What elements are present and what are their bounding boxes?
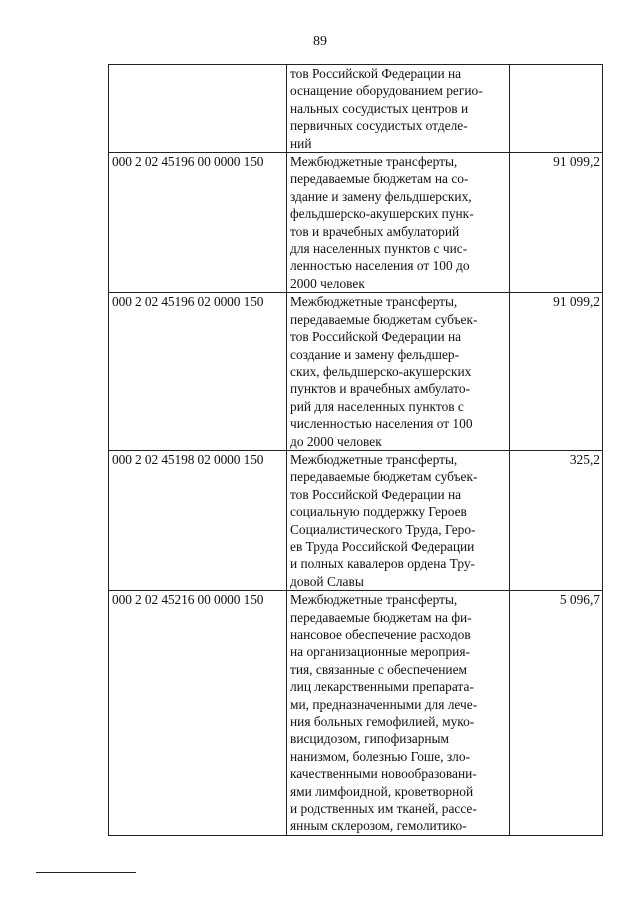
description-line: тов Российской Федерации на [290, 66, 462, 81]
description-line: ния больных гемофилией, муко- [290, 714, 475, 730]
description-line: передаваемые бюджетам субъек- [290, 469, 478, 485]
description-line: довой Славы [290, 573, 364, 589]
description-line: ями лимфоидной, кроветворной [290, 783, 474, 799]
description-cell [287, 591, 510, 836]
description-cell [287, 450, 510, 590]
description-cell [287, 293, 510, 451]
budget-code-cell: 000 2 02 45196 00 0000 150 [109, 153, 287, 293]
description-line: Социалистического Труда, Геро- [290, 521, 476, 537]
description-line: оснащение оборудованием регио- [290, 83, 483, 99]
footnote-separator [36, 872, 136, 873]
budget-code-cell: 000 2 02 45196 02 0000 150 [109, 293, 287, 451]
description-line: янным склерозом, гемолитико- [290, 818, 467, 834]
description-line: ленностью населения от 100 до [290, 258, 470, 274]
description-line: Межбюджетные трансферты, [290, 294, 458, 310]
description-line: ев Труда Российской Федерации [290, 538, 475, 554]
amount-cell: 91 099,2 [510, 153, 603, 293]
description-line: фельдшерско-акушерских пунк- [290, 206, 474, 222]
description-line: Межбюджетные трансферты, [290, 592, 458, 608]
description-line: и полных кавалеров ордена Тру- [290, 556, 475, 572]
description-line: ний [290, 135, 312, 151]
description-line: тов Российской Федерации на [290, 329, 462, 345]
description-line: Межбюджетные трансферты, [290, 154, 458, 170]
description-line: 2000 человек [290, 275, 365, 291]
description-line: тов и врачебных амбулаторий [290, 223, 460, 239]
description-line: рий для населенных пунктов с [290, 398, 464, 414]
table-row [109, 293, 603, 451]
description-line: ми, предназначенными для лече- [290, 696, 478, 712]
table-row [109, 153, 603, 293]
table-row [109, 591, 603, 836]
description-line: нальных сосудистых центров и [290, 100, 469, 116]
description-line: передаваемые бюджетам на со- [290, 171, 469, 187]
description-line: качественными новообразовани- [290, 766, 477, 782]
description-cell [287, 153, 510, 293]
amount-cell [510, 65, 603, 153]
table-row [109, 450, 603, 590]
budget-table [108, 64, 603, 836]
description-line: до 2000 человек [290, 433, 382, 449]
amount-cell: 5 096,7 [510, 591, 603, 836]
budget-code-cell [109, 65, 287, 153]
description-line: нанизмом, болезнью Гоше, зло- [290, 748, 470, 764]
description-cell [287, 65, 510, 153]
description-line: и родственных им тканей, рассе- [290, 801, 477, 817]
page-number: 89 [313, 34, 327, 49]
description-line: Межбюджетные трансферты, [290, 451, 458, 467]
description-line: висцидозом, гипофизарным [290, 731, 450, 747]
table-row [109, 65, 603, 153]
description-line: лиц лекарственными препарата- [290, 679, 474, 695]
description-line: создание и замену фельдшер- [290, 346, 460, 362]
amount-cell: 325,2 [510, 450, 603, 590]
description-line: для населенных пунктов с чис- [290, 241, 468, 257]
description-line: ских, фельдшерско-акушерских [290, 363, 472, 379]
description-line: передаваемые бюджетам на фи- [290, 609, 472, 625]
description-line: тия, связанные с обеспечением [290, 661, 468, 677]
description-line: на организационные мероприя- [290, 644, 470, 660]
description-line: численностью населения от 100 [290, 416, 473, 432]
amount-cell: 91 099,2 [510, 293, 603, 451]
description-line: пунктов и врачебных амбулато- [290, 381, 470, 397]
description-line: передаваемые бюджетам субъек- [290, 311, 478, 327]
description-line: тов Российской Федерации на [290, 486, 462, 502]
budget-code-cell: 000 2 02 45198 02 0000 150 [109, 450, 287, 590]
description-line: нансовое обеспечение расходов [290, 627, 471, 642]
description-line: социальную поддержку Героев [290, 504, 467, 520]
description-line: первичных сосудистых отделе- [290, 118, 468, 134]
budget-code-cell: 000 2 02 45216 00 0000 150 [109, 591, 287, 836]
description-line: здание и замену фельдшерских, [290, 188, 472, 204]
